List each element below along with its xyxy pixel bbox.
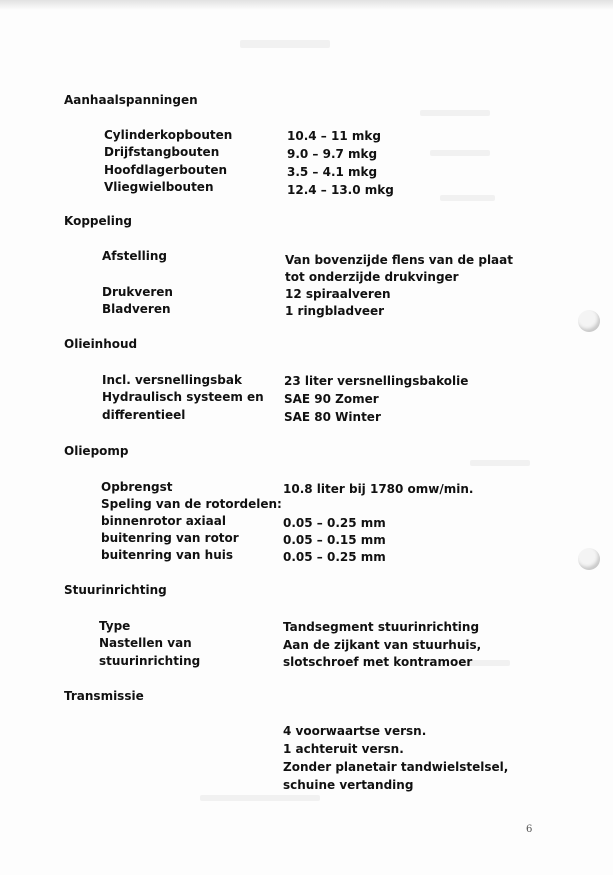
spec-label: Bladveren [102, 302, 171, 316]
spec-label: stuurinrichting [99, 654, 201, 668]
binder-hole-bottom [578, 548, 600, 570]
spec-value: 4 voorwaartse versn. [283, 724, 427, 738]
page-number: 6 [526, 824, 533, 835]
spec-label: Afstelling [102, 249, 167, 263]
spec-value: Zonder planetair tandwielstelsel, [283, 760, 509, 774]
spec-label: Type [99, 619, 131, 633]
bleed-through-mark [240, 40, 330, 48]
section-title-stuurinrichting: Stuurinrichting [64, 583, 167, 597]
spec-value: 1 ringbladveer [285, 304, 385, 318]
spec-label: Cylinderkopbouten [104, 128, 233, 142]
spec-value: Aan de zijkant van stuurhuis, [283, 638, 482, 652]
spec-label: Nastellen van [99, 636, 192, 650]
spec-value: 23 liter versnellingsbakolie [284, 374, 469, 388]
bleed-through-mark [430, 150, 490, 156]
spec-label: Vliegwielbouten [104, 180, 214, 194]
spec-value: 1 achteruit versn. [283, 742, 404, 756]
spec-value: 9.0 – 9.7 mkg [287, 147, 378, 161]
spec-value: 0.05 – 0.15 mm [283, 533, 386, 547]
section-title-koppeling: Koppeling [64, 214, 133, 228]
section-title-aanhaalspanningen: Aanhaalspanningen [64, 93, 198, 107]
spec-label: Opbrengst [101, 480, 173, 494]
spec-value: 12 spiraalveren [285, 287, 391, 301]
spec-value-continued: tot onderzijde drukvinger [285, 270, 459, 284]
spec-value: 10.8 liter bij 1780 omw/min. [283, 482, 474, 496]
spec-label: differentieel [102, 408, 186, 422]
binder-hole-top [578, 310, 600, 332]
spec-label: Hoofdlagerbouten [104, 163, 227, 177]
spec-value: 3.5 – 4.1 mkg [287, 165, 378, 179]
spec-value: SAE 90 Zomer [284, 392, 379, 406]
section-title-oliepomp: Oliepomp [64, 444, 129, 458]
spec-label: Drukveren [102, 285, 173, 299]
spec-value: 0.05 – 0.25 mm [283, 516, 386, 530]
spec-value: 10.4 – 11 mkg [287, 129, 381, 143]
spec-value: SAE 80 Winter [284, 410, 381, 424]
spec-value: slotschroef met kontramoer [283, 655, 473, 669]
spec-value: 12.4 – 13.0 mkg [287, 183, 394, 197]
spec-value: Tandsegment stuurinrichting [283, 620, 480, 634]
spec-label: Drijfstangbouten [104, 145, 220, 159]
spec-value: Van bovenzijde flens van de plaat [285, 253, 513, 267]
bleed-through-mark [420, 110, 490, 116]
spec-value: schuine vertanding [283, 778, 414, 792]
spec-label: Speling van de rotordelen: [101, 497, 282, 511]
spec-label: buitenring van rotor [101, 531, 239, 545]
section-title-transmissie: Transmissie [64, 689, 144, 703]
spec-label: Incl. versnellingsbak [102, 373, 242, 387]
spec-label: buitenring van huis [101, 548, 233, 562]
spec-label: Hydraulisch systeem en [102, 390, 264, 404]
bleed-through-mark [200, 795, 320, 801]
spec-value: 0.05 – 0.25 mm [283, 550, 386, 564]
spec-label: binnenrotor axiaal [101, 514, 226, 528]
bleed-through-mark [440, 195, 495, 201]
bleed-through-mark [470, 460, 530, 466]
section-title-olieinhoud: Olieinhoud [64, 337, 138, 351]
scan-edge-shadow [0, 0, 613, 10]
